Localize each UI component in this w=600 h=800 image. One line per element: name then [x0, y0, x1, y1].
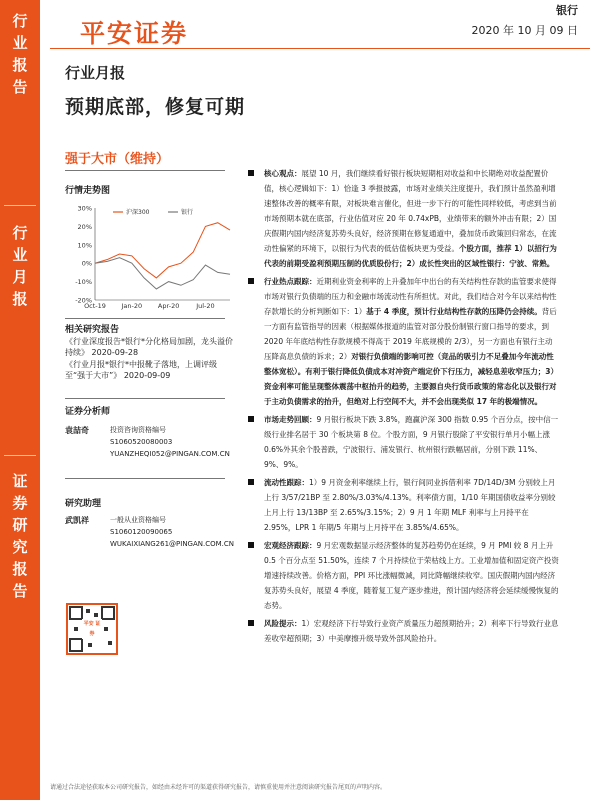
bullet-text: 1）宏观经济下行导致行业资产质量压力超预期抬升；2）利率下行导致行业息差收窄超预期；3）中美摩擦升级导致外部风险抬升。 [264, 619, 559, 643]
bullet-emphasis: 个股方面，推荐 1）以招行为代表的前期受盈利预期压制的优质股份行；2）成长性突出的区域性银行：宁波、常熟。 [264, 244, 557, 268]
assistant-card [65, 515, 240, 565]
bullet-label: 流动性跟踪： [264, 478, 309, 487]
bullet-label: 市场走势回顾： [264, 415, 317, 424]
rating-badge: 强于大市（维持） [65, 152, 170, 167]
bullet-label: 风险提示： [264, 619, 302, 628]
bullet-label: 行业热点跟踪： [264, 277, 317, 286]
bullet-text: 近期利业资金利率的上升叠加年中出台的有关结构性存款的监管要求使得市场对银行负债端的压力和金融市场流动性有所担忧。对此，我们结合对今年以来结构性存款增长的分析判断如下：1） [264, 277, 557, 316]
bullet-market-review [248, 412, 560, 472]
assistant-role: 一般从业资格编号 [110, 516, 166, 524]
sidebar-label-report: 行 业 报 告 [12, 12, 28, 96]
bullet-risk [248, 616, 560, 646]
bullet-marker [248, 416, 254, 422]
analyst-section-title: 证券分析师 [65, 407, 111, 417]
y-tick-label: 0% [81, 259, 92, 268]
bullet-marker [248, 542, 254, 548]
page-title: 预期底部，修复可期 [65, 96, 246, 118]
bullet-marker [248, 278, 254, 284]
assistant-name: 武凯祥 [65, 516, 89, 525]
bullet-marker [248, 620, 254, 626]
bullet-core-view [248, 166, 560, 271]
x-tick-label: Apr-20 [157, 302, 180, 310]
sidebar-label-monthly: 行 业 月 报 [12, 224, 28, 308]
bullet-text: 1）9 月资金利率继续上行，银行间同业拆借利率 7D/14D/3M 分别较上月上行 3/57/21BP 至 2.80%/3.03%/4.13%。利率债方面，1/10 年期国债收益率分别较上月上行 13/13BP 至 2.65%/3.15%；2）9 月 1 年期 MLF 利率与上月持平在 2.95%，LPR 1 年期/5 年期与上月持平在 3.85%/4.65%。 [264, 478, 556, 532]
legend-label: 沪深300 [126, 209, 150, 217]
report-date: 2020 年 10 月 09 日 [471, 24, 578, 37]
bullet-label: 宏观经济跟踪： [264, 541, 317, 550]
price-chart [65, 200, 235, 310]
qr-code[interactable] [66, 603, 118, 655]
sidebar [0, 0, 40, 800]
analyst-role: 投资咨询资格编号 [110, 426, 166, 434]
bullet-macro [248, 538, 560, 613]
chart-section-title: 行情走势图 [65, 186, 111, 196]
main-content [248, 166, 560, 649]
chart-canvas [65, 200, 235, 310]
sidebar-divider [4, 455, 36, 456]
y-tick-label: -10% [75, 278, 92, 287]
assistant-section-title: 研究助理 [65, 499, 102, 509]
qr-logo: 平安 证券 [83, 621, 101, 637]
bullet-emphasis: 基于 4 季度，预计行业结构性存款的压降仍会持续。 [366, 307, 542, 316]
bullet-text: 展望 10 月，我们继续看好银行板块短期相对收益和中长期绝对收益配置价值，核心逻辑如下：1）恰逢 3 季报披露，市场对业绩关注度提升，我们预计虽然盈利增速整体改善的概率有限，对板块难言催化，但进一步下行的可能性同样较低，考虑到当前市场预期本就在底部，行业估值对应 20 年 0.74xPB，业绩带来的额外冲击有限；2）国庆假期内国内经济复苏势头良好，经济预期在修复通道中，叠加货币政策回归常态，在流动性偏紧的环境下，以银行为代表的低估值板块更为受益。 [264, 169, 557, 253]
related-report-link[interactable]: 《行业月报*银行*中报靴子落地，上调评级至“强于大市”》 2020-09-09 [65, 360, 217, 380]
y-tick-label: 30% [77, 204, 92, 213]
series-line [95, 258, 230, 289]
bullet-marker [248, 479, 254, 485]
footer-disclaimer: 请通过合法途径获取本公司研究报告，如经由未经许可的渠道获得研究报告，请慎重使用并注意阅读研究报告尾页的声明内容。 [50, 784, 387, 791]
assistant-id: S1060120090065 [110, 528, 173, 536]
bullet-text: 9 月银行板块下跌 3.8%，跑赢沪深 300 指数 0.95 个百分点，按中信一级行业排名居于 30 个板块第 8 位。个股方面，9 月银行股除了平安银行单月小幅上涨 0.6%外其余个股普跌，宁波银行、浦发银行、杭州银行跌幅居前，分别下跌 11%、9%、9%。 [264, 415, 559, 469]
sidebar-divider [4, 205, 36, 206]
bullet-industry-tracking [248, 274, 560, 409]
bullet-emphasis: 对银行负债端的影响可控（竞品的吸引力不足叠加今年流动性整体宽松）。有利于银行降低负债成本对冲资产端定价下行压力，减轻息差收窄压力；3）资金利率可能呈现整体震荡中枢抬升的趋势，主要源自央行货币政策的常态化以及银行对于主动负债需求的抬升，但绝对上行空间不大，并不会出现类似 17 年的极端情况。 [264, 352, 558, 406]
analyst-id: S1060520080003 [110, 438, 173, 446]
bullet-text: 9 月宏观数据显示经济整体的复苏趋势仍在延续，9 月 PMI 较 8 月上升 0.5 个百分点至 51.50%，连续 7 个月持续位于荣枯线上方。工业增加值和固定资产投资增速持续改善。价格方面，PPI 环比涨幅微减，同比降幅继续收窄。国庆假期内国内经济复苏势头良好，展望 4 季度，随着复工复产逐步推进，预计国内经济将会延续缓慢恢复的态势。 [264, 541, 559, 610]
y-tick-label: 10% [77, 241, 92, 250]
header-divider [50, 48, 590, 49]
company-logo: 平安证券 [80, 19, 189, 48]
analyst-name: 袁喆奇 [65, 426, 89, 435]
related-section-title: 相关研究报告 [65, 325, 120, 335]
bullet-text: 背后一方面有监管指导的因素（根据媒体报道的监管对部分股份制银行窗口指导的要求，到 2020 年年底结构性存款规模不得高于 2019 年底规模的 2/3），另一方面也有银行主动压降高息负债的诉求；2） [264, 307, 557, 361]
analyst-card [65, 425, 240, 475]
bullet-marker [248, 170, 254, 176]
bullet-liquidity [248, 475, 560, 535]
related-report-link[interactable]: 《行业深度报告*银行*分化格局加剧，龙头溢价持续》 2020-09-28 [65, 337, 233, 357]
assistant-email[interactable]: WUKAIXIANG261@PINGAN.COM.CN [110, 540, 235, 548]
analyst-email[interactable]: YUANZHEQI052@PINGAN.COM.CN [110, 450, 230, 458]
divider [65, 318, 225, 319]
y-tick-label: -20% [75, 296, 92, 305]
sector-label: 银行 [556, 4, 578, 17]
report-type: 行业月报 [65, 64, 126, 82]
series-line [95, 223, 230, 278]
bullet-label: 核心观点： [264, 169, 302, 178]
y-tick-label: 20% [77, 222, 92, 231]
divider [65, 398, 225, 399]
legend-label: 银行 [181, 209, 194, 217]
divider [65, 478, 225, 479]
x-tick-label: Jul-20 [196, 302, 215, 310]
x-tick-label: Jan-20 [121, 302, 143, 310]
related-reports [65, 336, 235, 382]
sidebar-label-research: 证 券 研 究 报 告 [12, 472, 28, 600]
x-tick-label: Oct-19 [84, 302, 106, 310]
divider [65, 170, 225, 171]
